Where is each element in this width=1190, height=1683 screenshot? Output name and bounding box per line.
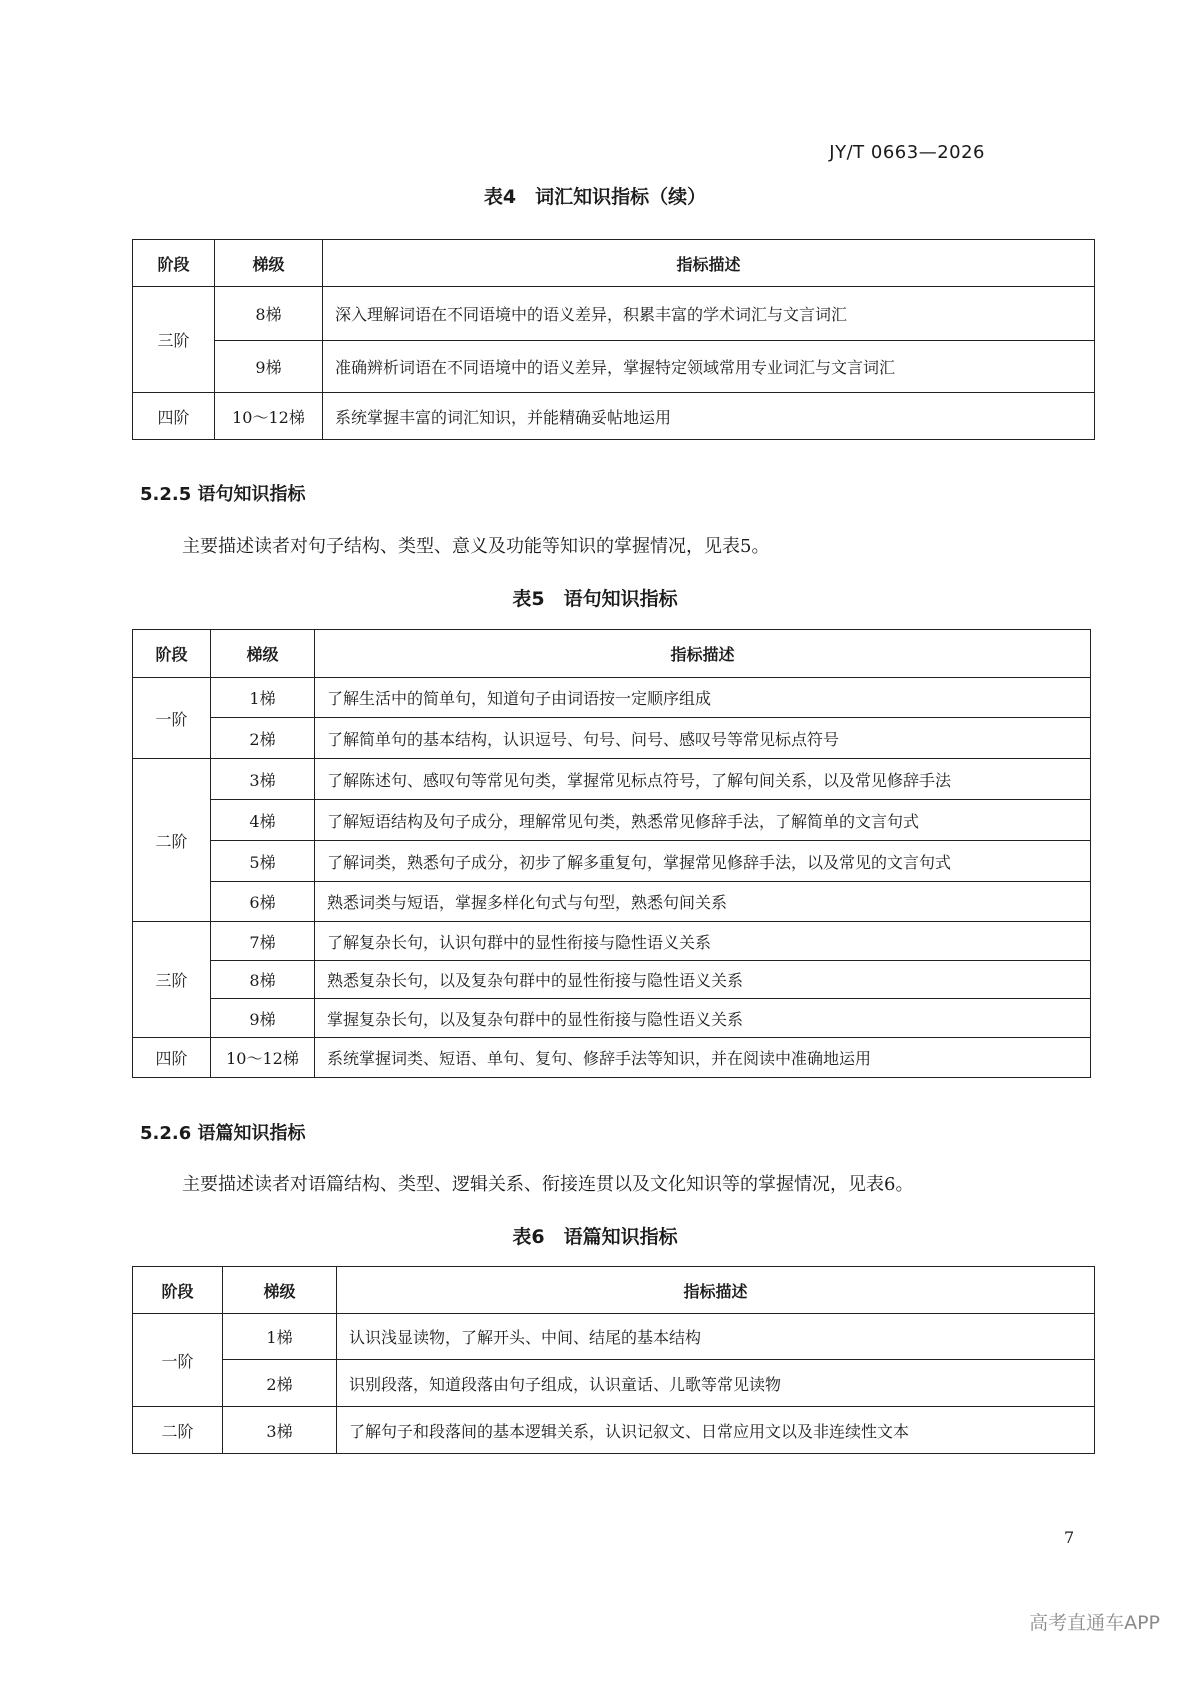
document-code: JY/T 0663—2026 xyxy=(829,142,985,163)
stage-cell: 四阶 xyxy=(133,1038,211,1078)
desc-cell: 熟悉复杂长句，以及复杂句群中的显性衔接与隐性语义关系 xyxy=(315,961,1091,999)
level-cell: 1梯 xyxy=(211,678,315,718)
table4-header-stage: 阶段 xyxy=(133,240,215,287)
level-cell: 1梯 xyxy=(223,1314,337,1360)
table-row xyxy=(133,1407,1095,1454)
table-row xyxy=(133,1038,1091,1078)
table4-header-level: 梯级 xyxy=(215,240,323,287)
level-cell: 9梯 xyxy=(215,341,323,393)
table4 xyxy=(132,239,1095,440)
desc-cell: 认识浅显读物，了解开头、中间、结尾的基本结构 xyxy=(337,1314,1095,1360)
level-cell: 10～12梯 xyxy=(215,393,323,440)
desc-cell: 了解生活中的简单句，知道句子由词语按一定顺序组成 xyxy=(315,678,1091,718)
stage-cell: 四阶 xyxy=(133,393,215,440)
section-paragraph-525: 主要描述读者对句子结构、类型、意义及功能等知识的掌握情况，见表5。 xyxy=(182,536,770,557)
watermark: 高考直通车APP xyxy=(1029,1612,1160,1634)
section-heading-525: 5.2.5 语句知识指标 xyxy=(140,484,306,505)
stage-cell: 一阶 xyxy=(133,1314,223,1407)
table4-caption: 表4 词汇知识指标（续） xyxy=(483,186,707,208)
stage-cell: 二阶 xyxy=(133,1407,223,1454)
level-cell: 4梯 xyxy=(211,800,315,841)
table-row xyxy=(133,961,1091,999)
table-row xyxy=(133,922,1091,961)
stage-cell: 一阶 xyxy=(133,678,211,759)
table-row xyxy=(133,759,1091,800)
table-row xyxy=(133,800,1091,841)
page-number: 7 xyxy=(1064,1528,1075,1547)
level-cell: 6梯 xyxy=(211,882,315,922)
table5-header-stage: 阶段 xyxy=(133,630,211,678)
level-cell: 8梯 xyxy=(215,287,323,341)
table-row xyxy=(133,841,1091,882)
desc-cell: 熟悉词类与短语，掌握多样化句式与句型，熟悉句间关系 xyxy=(315,882,1091,922)
stage-cell: 二阶 xyxy=(133,759,211,922)
table-row xyxy=(133,718,1091,759)
table-row xyxy=(133,287,1095,341)
desc-cell: 识别段落，知道段落由句子组成，认识童话、儿歌等常见读物 xyxy=(337,1360,1095,1407)
desc-cell: 准确辨析词语在不同语境中的语义差异，掌握特定领域常用专业词汇与文言词汇 xyxy=(323,341,1095,393)
level-cell: 2梯 xyxy=(223,1360,337,1407)
desc-cell: 了解复杂长句，认识句群中的显性衔接与隐性语义关系 xyxy=(315,922,1091,961)
desc-cell: 系统掌握丰富的词汇知识，并能精确妥帖地运用 xyxy=(323,393,1095,440)
stage-cell: 三阶 xyxy=(133,287,215,393)
table6 xyxy=(132,1266,1095,1454)
desc-cell: 了解短语结构及句子成分，理解常见句类，熟悉常见修辞手法，了解简单的文言句式 xyxy=(315,800,1091,841)
table-row xyxy=(133,678,1091,718)
section-paragraph-526: 主要描述读者对语篇结构、类型、逻辑关系、衔接连贯以及文化知识等的掌握情况，见表6。 xyxy=(182,1174,914,1195)
stage-cell: 三阶 xyxy=(133,922,211,1038)
table-row xyxy=(133,999,1091,1038)
table-row xyxy=(133,1360,1095,1407)
table4-header-desc: 指标描述 xyxy=(323,240,1095,287)
table-row xyxy=(133,1314,1095,1360)
level-cell: 9梯 xyxy=(211,999,315,1038)
desc-cell: 系统掌握词类、短语、单句、复句、修辞手法等知识，并在阅读中准确地运用 xyxy=(315,1038,1091,1078)
level-cell: 8梯 xyxy=(211,961,315,999)
table-row xyxy=(133,393,1095,440)
desc-cell: 了解句子和段落间的基本逻辑关系，认识记叙文、日常应用文以及非连续性文本 xyxy=(337,1407,1095,1454)
table5-header-desc: 指标描述 xyxy=(315,630,1091,678)
table6-header-level: 梯级 xyxy=(223,1267,337,1314)
level-cell: 3梯 xyxy=(211,759,315,800)
desc-cell: 了解陈述句、感叹句等常见句类，掌握常见标点符号，了解句间关系，以及常见修辞手法 xyxy=(315,759,1091,800)
level-cell: 5梯 xyxy=(211,841,315,882)
table-row xyxy=(133,882,1091,922)
table6-caption: 表6 语篇知识指标 xyxy=(512,1226,678,1248)
table-row xyxy=(133,341,1095,393)
level-cell: 7梯 xyxy=(211,922,315,961)
table5 xyxy=(132,629,1091,1078)
level-cell: 3梯 xyxy=(223,1407,337,1454)
section-heading-526: 5.2.6 语篇知识指标 xyxy=(140,1123,306,1144)
level-cell: 10～12梯 xyxy=(211,1038,315,1078)
desc-cell: 了解词类，熟悉句子成分，初步了解多重复句，掌握常见修辞手法，以及常见的文言句式 xyxy=(315,841,1091,882)
table6-header-desc: 指标描述 xyxy=(337,1267,1095,1314)
desc-cell: 掌握复杂长句，以及复杂句群中的显性衔接与隐性语义关系 xyxy=(315,999,1091,1038)
desc-cell: 了解简单句的基本结构，认识逗号、句号、问号、感叹号等常见标点符号 xyxy=(315,718,1091,759)
level-cell: 2梯 xyxy=(211,718,315,759)
table5-caption: 表5 语句知识指标 xyxy=(512,588,678,610)
table5-header-level: 梯级 xyxy=(211,630,315,678)
table6-header-stage: 阶段 xyxy=(133,1267,223,1314)
desc-cell: 深入理解词语在不同语境中的语义差异，积累丰富的学术词汇与文言词汇 xyxy=(323,287,1095,341)
